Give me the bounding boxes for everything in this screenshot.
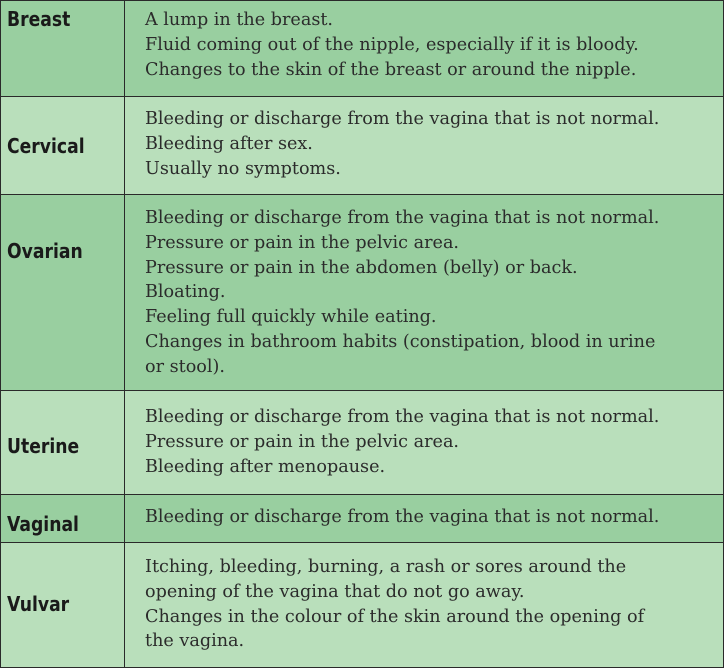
symptom-line: Bleeding after sex. bbox=[145, 133, 313, 154]
symptom-line: Changes to the skin of the breast or around the nipple. bbox=[145, 59, 637, 80]
symptoms-cell bbox=[125, 195, 724, 391]
symptom-line: the vagina. bbox=[145, 631, 245, 652]
symptom-line: Pressure or pain in the abdomen (belly) or back. bbox=[145, 257, 578, 278]
symptom-line: A lump in the breast. bbox=[145, 10, 334, 30]
label-cell bbox=[1, 97, 125, 195]
table-row-vaginal bbox=[1, 495, 724, 543]
symptom-line: Bleeding or discharge from the vagina that is not normal. bbox=[145, 208, 660, 228]
symptoms-cell bbox=[125, 391, 724, 495]
symptoms-cell bbox=[125, 495, 724, 543]
symptom-line: Feeling full quickly while eating. bbox=[145, 307, 437, 328]
symptom-line: Itching, bleeding, burning, a rash or sores around the bbox=[145, 557, 627, 577]
table-row-cervical bbox=[1, 97, 724, 195]
symptom-line: Bleeding after menopause. bbox=[145, 456, 386, 477]
label-cell bbox=[1, 1, 125, 97]
cancer-type-label: Breast bbox=[7, 7, 71, 31]
symptoms-cell bbox=[125, 543, 724, 668]
symptom-line: Changes in the colour of the skin around the opening of bbox=[145, 606, 645, 627]
symptoms-cell bbox=[125, 97, 724, 195]
table-row-uterine bbox=[1, 391, 724, 495]
symptom-line: Bleeding or discharge from the vagina that is not normal. bbox=[145, 507, 660, 527]
label-cell bbox=[1, 495, 125, 543]
symptom-line: Bleeding or discharge from the vagina that is not normal. bbox=[145, 109, 660, 129]
symptom-line: opening of the vagina that do not go away. bbox=[145, 581, 525, 602]
cancer-type-label: Cervical bbox=[7, 133, 85, 158]
table-row-ovarian bbox=[1, 195, 724, 391]
symptom-line: Changes in bathroom habits (constipation, blood in urine bbox=[145, 331, 656, 352]
label-cell bbox=[1, 391, 125, 495]
symptom-line: Usually no symptoms. bbox=[145, 158, 341, 179]
symptom-line: Bleeding or discharge from the vagina that is not normal. bbox=[145, 407, 660, 427]
symptom-line: Fluid coming out of the nipple, especially if it is bloody. bbox=[145, 34, 639, 55]
symptom-line: Pressure or pain in the pelvic area. bbox=[145, 232, 460, 253]
table-row-vulvar bbox=[1, 543, 724, 668]
symptoms-cell bbox=[125, 1, 724, 97]
symptom-line: or stool). bbox=[145, 356, 225, 377]
symptom-line: Pressure or pain in the pelvic area. bbox=[145, 431, 460, 452]
label-cell bbox=[1, 543, 125, 668]
symptom-line: Bloating. bbox=[145, 282, 226, 303]
cancer-type-label: Uterine bbox=[7, 434, 80, 458]
cancer-type-label: Ovarian bbox=[7, 239, 83, 263]
cancer-type-label: Vulvar bbox=[7, 592, 70, 616]
cancer-type-label: Vaginal bbox=[7, 512, 79, 536]
label-cell bbox=[1, 195, 125, 391]
table-row-breast bbox=[1, 1, 724, 97]
